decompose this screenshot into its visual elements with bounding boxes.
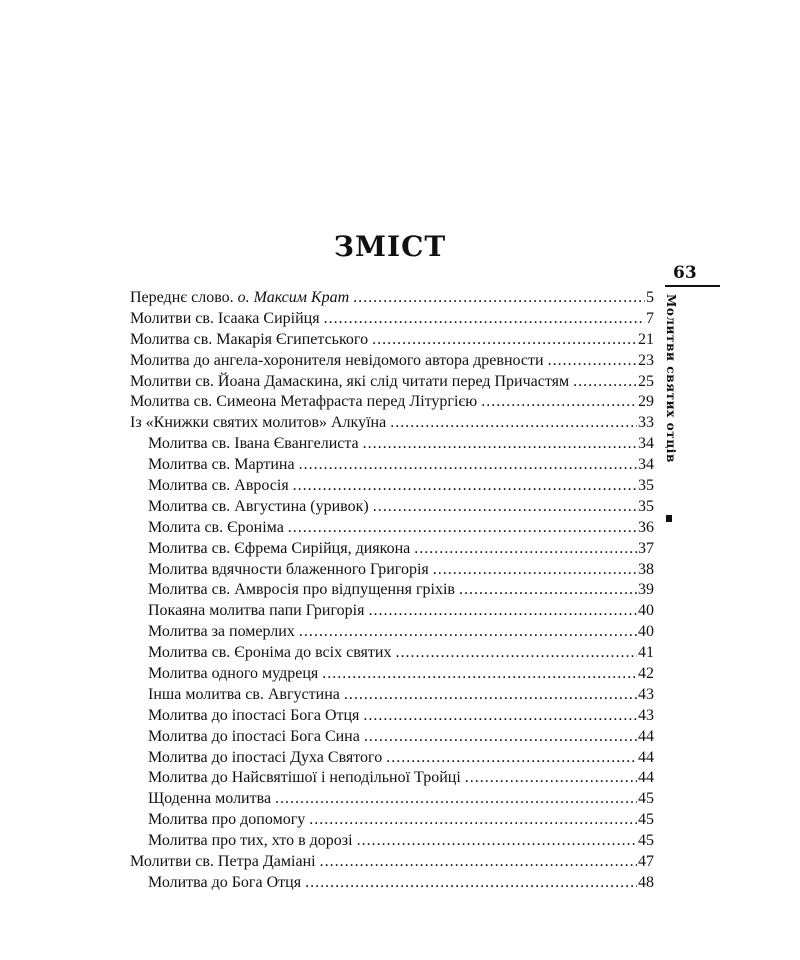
toc-entry-title bbox=[130, 351, 544, 372]
toc-entry-text: Молитва одного мудреця bbox=[148, 665, 319, 683]
toc-entry-text: Молитви св. Петра Даміані bbox=[130, 853, 316, 871]
toc-entry-title bbox=[148, 455, 295, 476]
toc-entry bbox=[130, 560, 654, 581]
toc-entry-text: Молитва до ангела-хоронителя невідомого автора древности bbox=[130, 351, 544, 369]
toc-entry-page: 37 bbox=[638, 539, 654, 557]
toc-entry-text: Щоденна молитва bbox=[148, 790, 272, 808]
toc-entry-title bbox=[130, 392, 477, 413]
toc-entry bbox=[130, 434, 654, 455]
dot-leader bbox=[573, 372, 637, 393]
toc-entry-title bbox=[148, 622, 295, 643]
dot-leader bbox=[364, 727, 637, 748]
toc-entry-title bbox=[148, 873, 301, 894]
toc-entry-text: Молитва до іпостасі Бога Сина bbox=[148, 727, 360, 745]
dot-leader bbox=[395, 643, 637, 664]
toc-entry-page: 38 bbox=[638, 560, 654, 578]
toc-entry-text: Молитва св. Августина (уривок) bbox=[148, 497, 369, 515]
dot-leader bbox=[299, 622, 637, 643]
toc-entry-page: 45 bbox=[638, 811, 654, 829]
toc-entry-text: Інша молитва св. Августина bbox=[148, 685, 340, 703]
toc-entry-title bbox=[148, 810, 305, 831]
toc-entry-page: 47 bbox=[638, 853, 654, 871]
toc-entry-text: Молитва св. Єфрема Сирійця, диякона bbox=[148, 539, 411, 557]
toc-entry-text: Молитва за померлих bbox=[148, 623, 295, 641]
toc-entry-page: 34 bbox=[638, 456, 654, 474]
toc-entry-title bbox=[148, 476, 289, 497]
toc-entry-page: 45 bbox=[638, 832, 654, 850]
toc-entry-title bbox=[130, 330, 368, 351]
toc-entry bbox=[130, 580, 654, 601]
toc-entry-page: 5 bbox=[646, 289, 654, 306]
toc-entry bbox=[130, 789, 654, 810]
dot-leader bbox=[390, 413, 637, 434]
dot-leader bbox=[293, 476, 637, 497]
toc-entry-title bbox=[130, 852, 316, 873]
toc-entry-title bbox=[148, 539, 410, 560]
toc-entry-title bbox=[148, 831, 353, 852]
dot-leader bbox=[363, 706, 637, 727]
toc-entry bbox=[130, 664, 654, 685]
toc-entry-text: Молитва до іпостасі Бога Отця bbox=[148, 706, 360, 724]
toc-entry bbox=[130, 727, 654, 748]
toc-entry-page: 29 bbox=[638, 393, 654, 411]
toc-entry-title bbox=[148, 789, 271, 810]
toc-entry bbox=[130, 768, 654, 789]
toc-entry-page: 42 bbox=[638, 665, 654, 683]
toc-entry-text: Молитва св. Авросія bbox=[148, 477, 289, 495]
dot-leader bbox=[324, 309, 645, 330]
toc-entry bbox=[130, 288, 654, 309]
dot-leader bbox=[309, 810, 637, 831]
toc-entry-text: Молитва про допомогу bbox=[148, 811, 306, 829]
toc-entry-page: 23 bbox=[638, 351, 654, 369]
toc-entry-text: Молитва св. Мартина bbox=[148, 456, 295, 474]
toc-entry-page: 48 bbox=[638, 873, 654, 891]
toc-entry bbox=[130, 873, 654, 894]
dot-leader bbox=[299, 455, 637, 476]
toc-entry-page: 44 bbox=[638, 769, 654, 787]
toc-entry bbox=[130, 330, 654, 351]
toc-entry-page: 21 bbox=[638, 330, 654, 348]
toc-entry bbox=[130, 309, 654, 330]
toc-entry-author: о. Максим Крат bbox=[237, 289, 350, 306]
dot-leader bbox=[459, 580, 637, 601]
dot-leader bbox=[305, 873, 637, 894]
toc-entry bbox=[130, 831, 654, 852]
dot-leader bbox=[353, 288, 645, 309]
toc-entry bbox=[130, 497, 654, 518]
bullet-marker bbox=[666, 515, 672, 522]
toc-entry bbox=[130, 748, 654, 769]
toc-entry-text: Із «Книжки святих молитов» Алкуїна bbox=[130, 414, 387, 432]
toc-entry-page: 39 bbox=[638, 581, 654, 599]
dot-leader bbox=[363, 434, 637, 455]
dot-leader bbox=[320, 852, 637, 873]
dot-leader bbox=[368, 601, 637, 622]
toc-entry-text: Молитва св. Симеона Метафраста перед Літургією bbox=[130, 393, 478, 411]
toc-entry-text: Молита св. Єроніма bbox=[148, 518, 284, 536]
toc-entry-title bbox=[148, 727, 360, 748]
toc-entry-page: 36 bbox=[638, 518, 654, 536]
toc-entry-title bbox=[148, 434, 359, 455]
dot-leader bbox=[357, 831, 637, 852]
toc-entry-text: Покаяна молитва папи Григорія bbox=[148, 602, 365, 620]
toc-entry-page: 7 bbox=[646, 309, 654, 327]
toc-entry-title bbox=[148, 601, 364, 622]
page-title: ЗМІСТ bbox=[333, 230, 447, 263]
toc-entry-page: 45 bbox=[638, 790, 654, 808]
table-of-contents bbox=[130, 288, 654, 894]
toc-entry bbox=[130, 601, 654, 622]
toc-entry bbox=[130, 372, 654, 393]
toc-entry-text: Молитва до Найсвятішої і неподільної Тройці bbox=[148, 769, 461, 787]
toc-entry-text: Молитва до Бога Отця bbox=[148, 873, 302, 891]
toc-entry-title bbox=[148, 685, 340, 706]
dot-leader bbox=[481, 392, 637, 413]
toc-entry bbox=[130, 413, 654, 434]
toc-entry bbox=[130, 351, 654, 372]
toc-entry bbox=[130, 706, 654, 727]
toc-entry-title bbox=[130, 309, 320, 330]
toc-entry-title bbox=[148, 643, 391, 664]
toc-entry-title bbox=[148, 768, 461, 789]
toc-entry bbox=[130, 622, 654, 643]
toc-entry-title bbox=[148, 706, 359, 727]
toc-entry bbox=[130, 685, 654, 706]
toc-entry-title bbox=[148, 748, 382, 769]
dot-leader bbox=[465, 768, 637, 789]
toc-entry-text: Молитва св. Амвросія про відпущення гріхів bbox=[148, 581, 455, 599]
toc-entry-page: 43 bbox=[638, 706, 654, 724]
toc-entry-page: 44 bbox=[638, 727, 654, 745]
toc-entry-page: 34 bbox=[638, 435, 654, 453]
page-number: 63 bbox=[665, 263, 720, 287]
toc-entry-text: Молитви св. Ісаака Сирійця bbox=[130, 309, 320, 327]
toc-entry-text: Молитва до іпостасі Духа Святого bbox=[148, 748, 383, 766]
running-head: Молитви святих отців bbox=[664, 294, 678, 463]
toc-entry-text: Молитва св. Макарія Єгипетського bbox=[130, 330, 369, 348]
toc-entry-page: 43 bbox=[638, 685, 654, 703]
toc-entry-page: 44 bbox=[638, 748, 654, 766]
dot-leader bbox=[372, 330, 637, 351]
toc-entry-title bbox=[148, 560, 429, 581]
dot-leader bbox=[414, 539, 637, 560]
toc-entry-text: Молитви св. Йоана Дамаскина, які слід читати перед Причастям bbox=[130, 372, 570, 390]
toc-entry-page: 25 bbox=[638, 372, 654, 390]
toc-entry-title bbox=[148, 497, 369, 518]
toc-entry-text: Молитва вдячности блаженного Григорія bbox=[148, 560, 429, 578]
dot-leader bbox=[288, 518, 637, 539]
toc-entry-text: Молитва про тих, хто в дорозі bbox=[148, 832, 353, 850]
toc-entry-text: Молитва св. Івана Євангелиста bbox=[148, 435, 359, 453]
toc-entry-text: Переднє слово. bbox=[130, 289, 238, 306]
dot-leader bbox=[344, 685, 637, 706]
toc-entry-page: 35 bbox=[638, 497, 654, 515]
toc-entry bbox=[130, 518, 654, 539]
toc-entry bbox=[130, 392, 654, 413]
toc-entry bbox=[130, 852, 654, 873]
dot-leader bbox=[322, 664, 637, 685]
toc-entry-title bbox=[130, 288, 349, 309]
dot-leader bbox=[275, 789, 637, 810]
toc-entry bbox=[130, 455, 654, 476]
toc-entry bbox=[130, 643, 654, 664]
dot-leader bbox=[548, 351, 637, 372]
toc-entry-title bbox=[148, 664, 318, 685]
toc-entry-title bbox=[130, 413, 386, 434]
dot-leader bbox=[433, 560, 637, 581]
toc-entry bbox=[130, 539, 654, 560]
toc-entry-page: 41 bbox=[638, 644, 654, 662]
toc-entry-page: 33 bbox=[638, 414, 654, 432]
dot-leader bbox=[373, 497, 637, 518]
toc-entry bbox=[130, 810, 654, 831]
toc-entry-title bbox=[130, 372, 569, 393]
toc-entry-text: Молитва св. Єроніма до всіх святих bbox=[148, 644, 392, 662]
toc-entry-page: 40 bbox=[638, 623, 654, 641]
toc-entry-title bbox=[148, 580, 455, 601]
toc-entry bbox=[130, 476, 654, 497]
dot-leader bbox=[386, 748, 637, 769]
toc-entry-page: 40 bbox=[638, 602, 654, 620]
toc-entry-page: 35 bbox=[638, 477, 654, 495]
toc-entry-title bbox=[148, 518, 284, 539]
